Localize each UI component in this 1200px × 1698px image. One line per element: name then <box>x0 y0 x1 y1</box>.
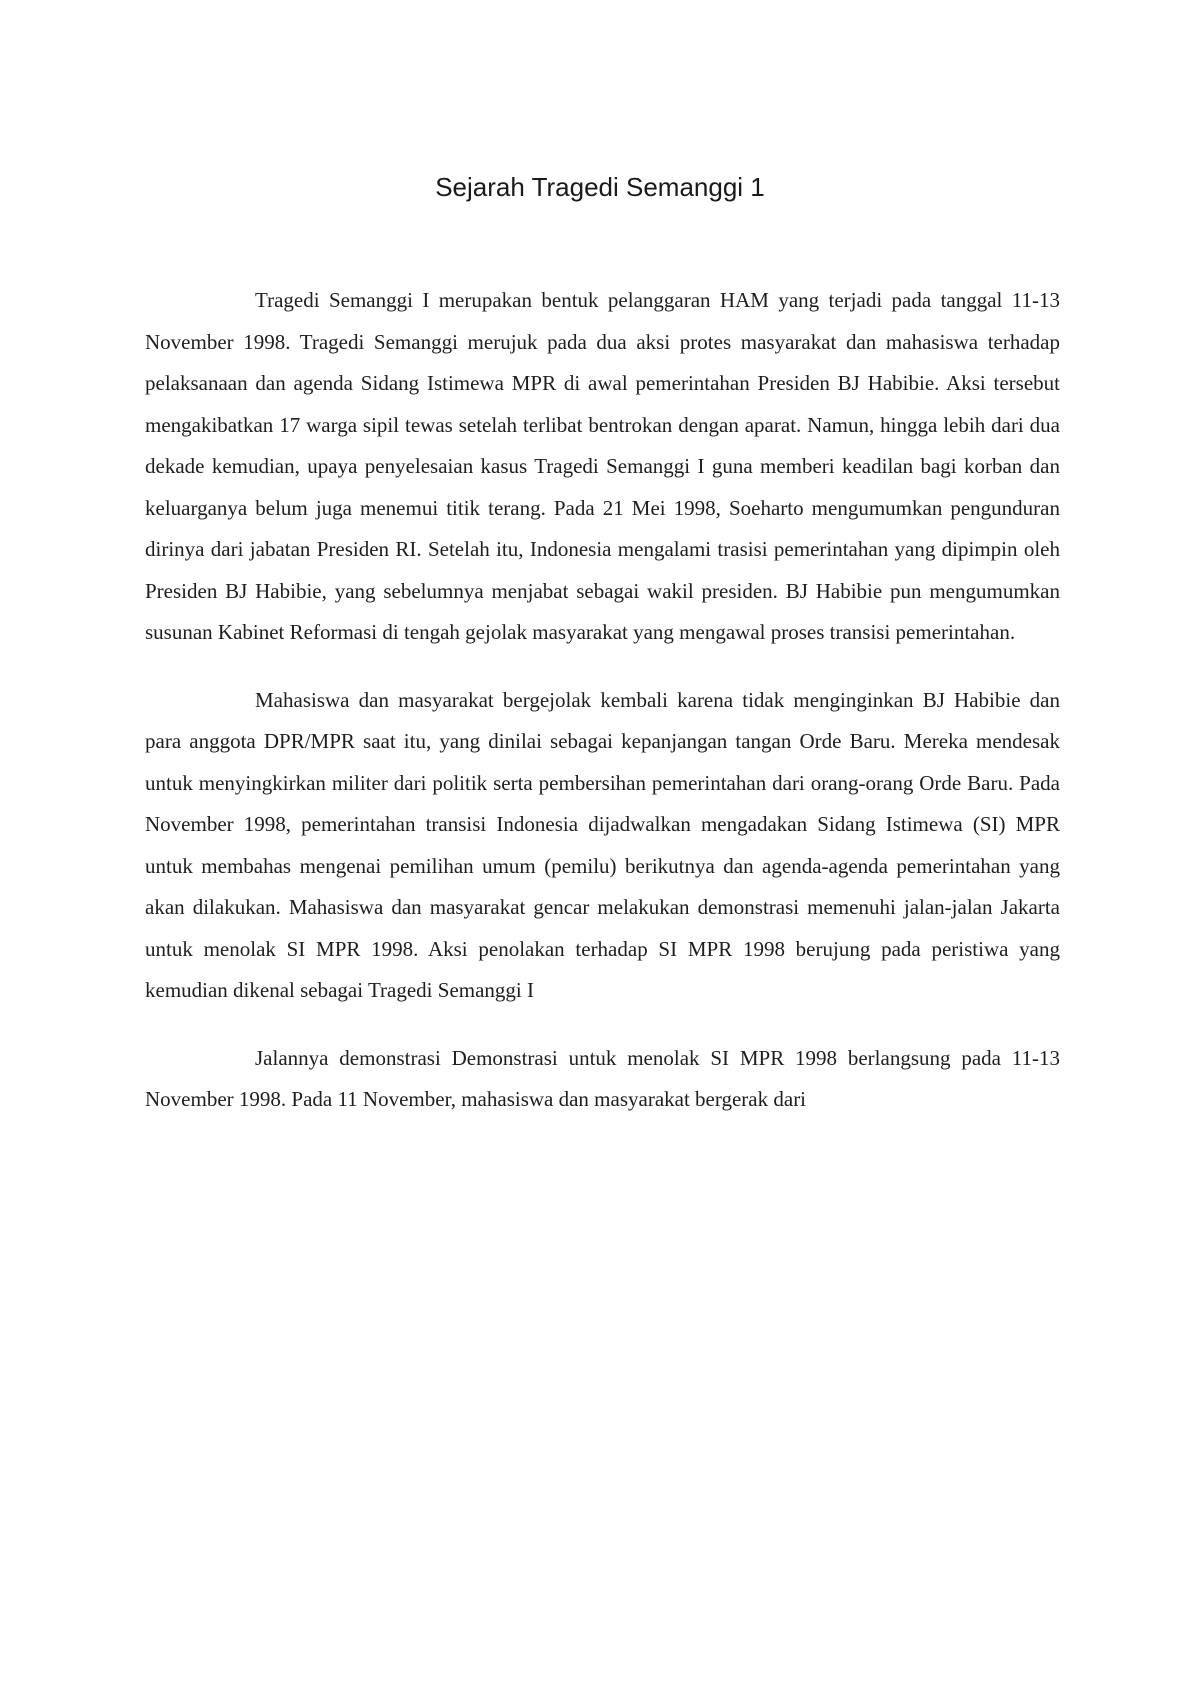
paragraph-3: Jalannya demonstrasi Demonstrasi untuk menolak SI MPR 1998 berlangsung pada 11-13 November 1998. Pada 11 November, mahasiswa dan masyarakat bergerak dari <box>145 1045 1060 1111</box>
paragraph-1: Tragedi Semanggi I merupakan bentuk pelanggaran HAM yang terjadi pada tanggal 11-13 November 1998. Tragedi Semanggi merujuk pada dua aksi protes masyarakat dan mahasiswa terhadap pelaksanaan dan agenda Sidang Istimewa MPR di awal pemerintahan Presiden BJ Habibie. Aksi tersebut mengakibatkan 17 warga sipil tewas setelah terlibat bentrokan dengan aparat. Namun, hingga lebih dari dua dekade kemudian, upaya penyelesaian kasus Tragedi Semanggi I guna memberi keadilan bagi korban dan keluarganya belum juga menemui titik terang. Pada 21 Mei 1998, Soeharto mengumumkan pengunduran dirinya dari jabatan Presiden RI. Setelah itu, Indonesia mengalami trasisi pemerintahan yang dipimpin oleh Presiden BJ Habibie, yang sebelumnya menjabat sebagai wakil presiden. BJ Habibie pun mengumumkan susunan Kabinet Reformasi di tengah gejolak masyarakat yang mengawal proses transisi pemerintahan. <box>145 288 1060 644</box>
document-body <box>145 280 1060 1147</box>
paragraph-2: Mahasiswa dan masyarakat bergejolak kembali karena tidak menginginkan BJ Habibie dan para anggota DPR/MPR saat itu, yang dinilai sebagai kepanjangan tangan Orde Baru. Mereka mendesak untuk menyingkirkan militer dari politik serta pembersihan pemerintahan dari orang-orang Orde Baru. Pada November 1998, pemerintahan transisi Indonesia dijadwalkan mengadakan Sidang Istimewa (SI) MPR untuk membahas mengenai pemilihan umum (pemilu) berikutnya dan agenda-agenda pemerintahan yang akan dilakukan. Mahasiswa dan masyarakat gencar melakukan demonstrasi memenuhi jalan-jalan Jakarta untuk menolak SI MPR 1998. Aksi penolakan terhadap SI MPR 1998 berujung pada peristiwa yang kemudian dikenal sebagai Tragedi Semanggi I <box>145 687 1060 1002</box>
page-title: Sejarah Tragedi Semanggi 1 <box>435 172 765 202</box>
